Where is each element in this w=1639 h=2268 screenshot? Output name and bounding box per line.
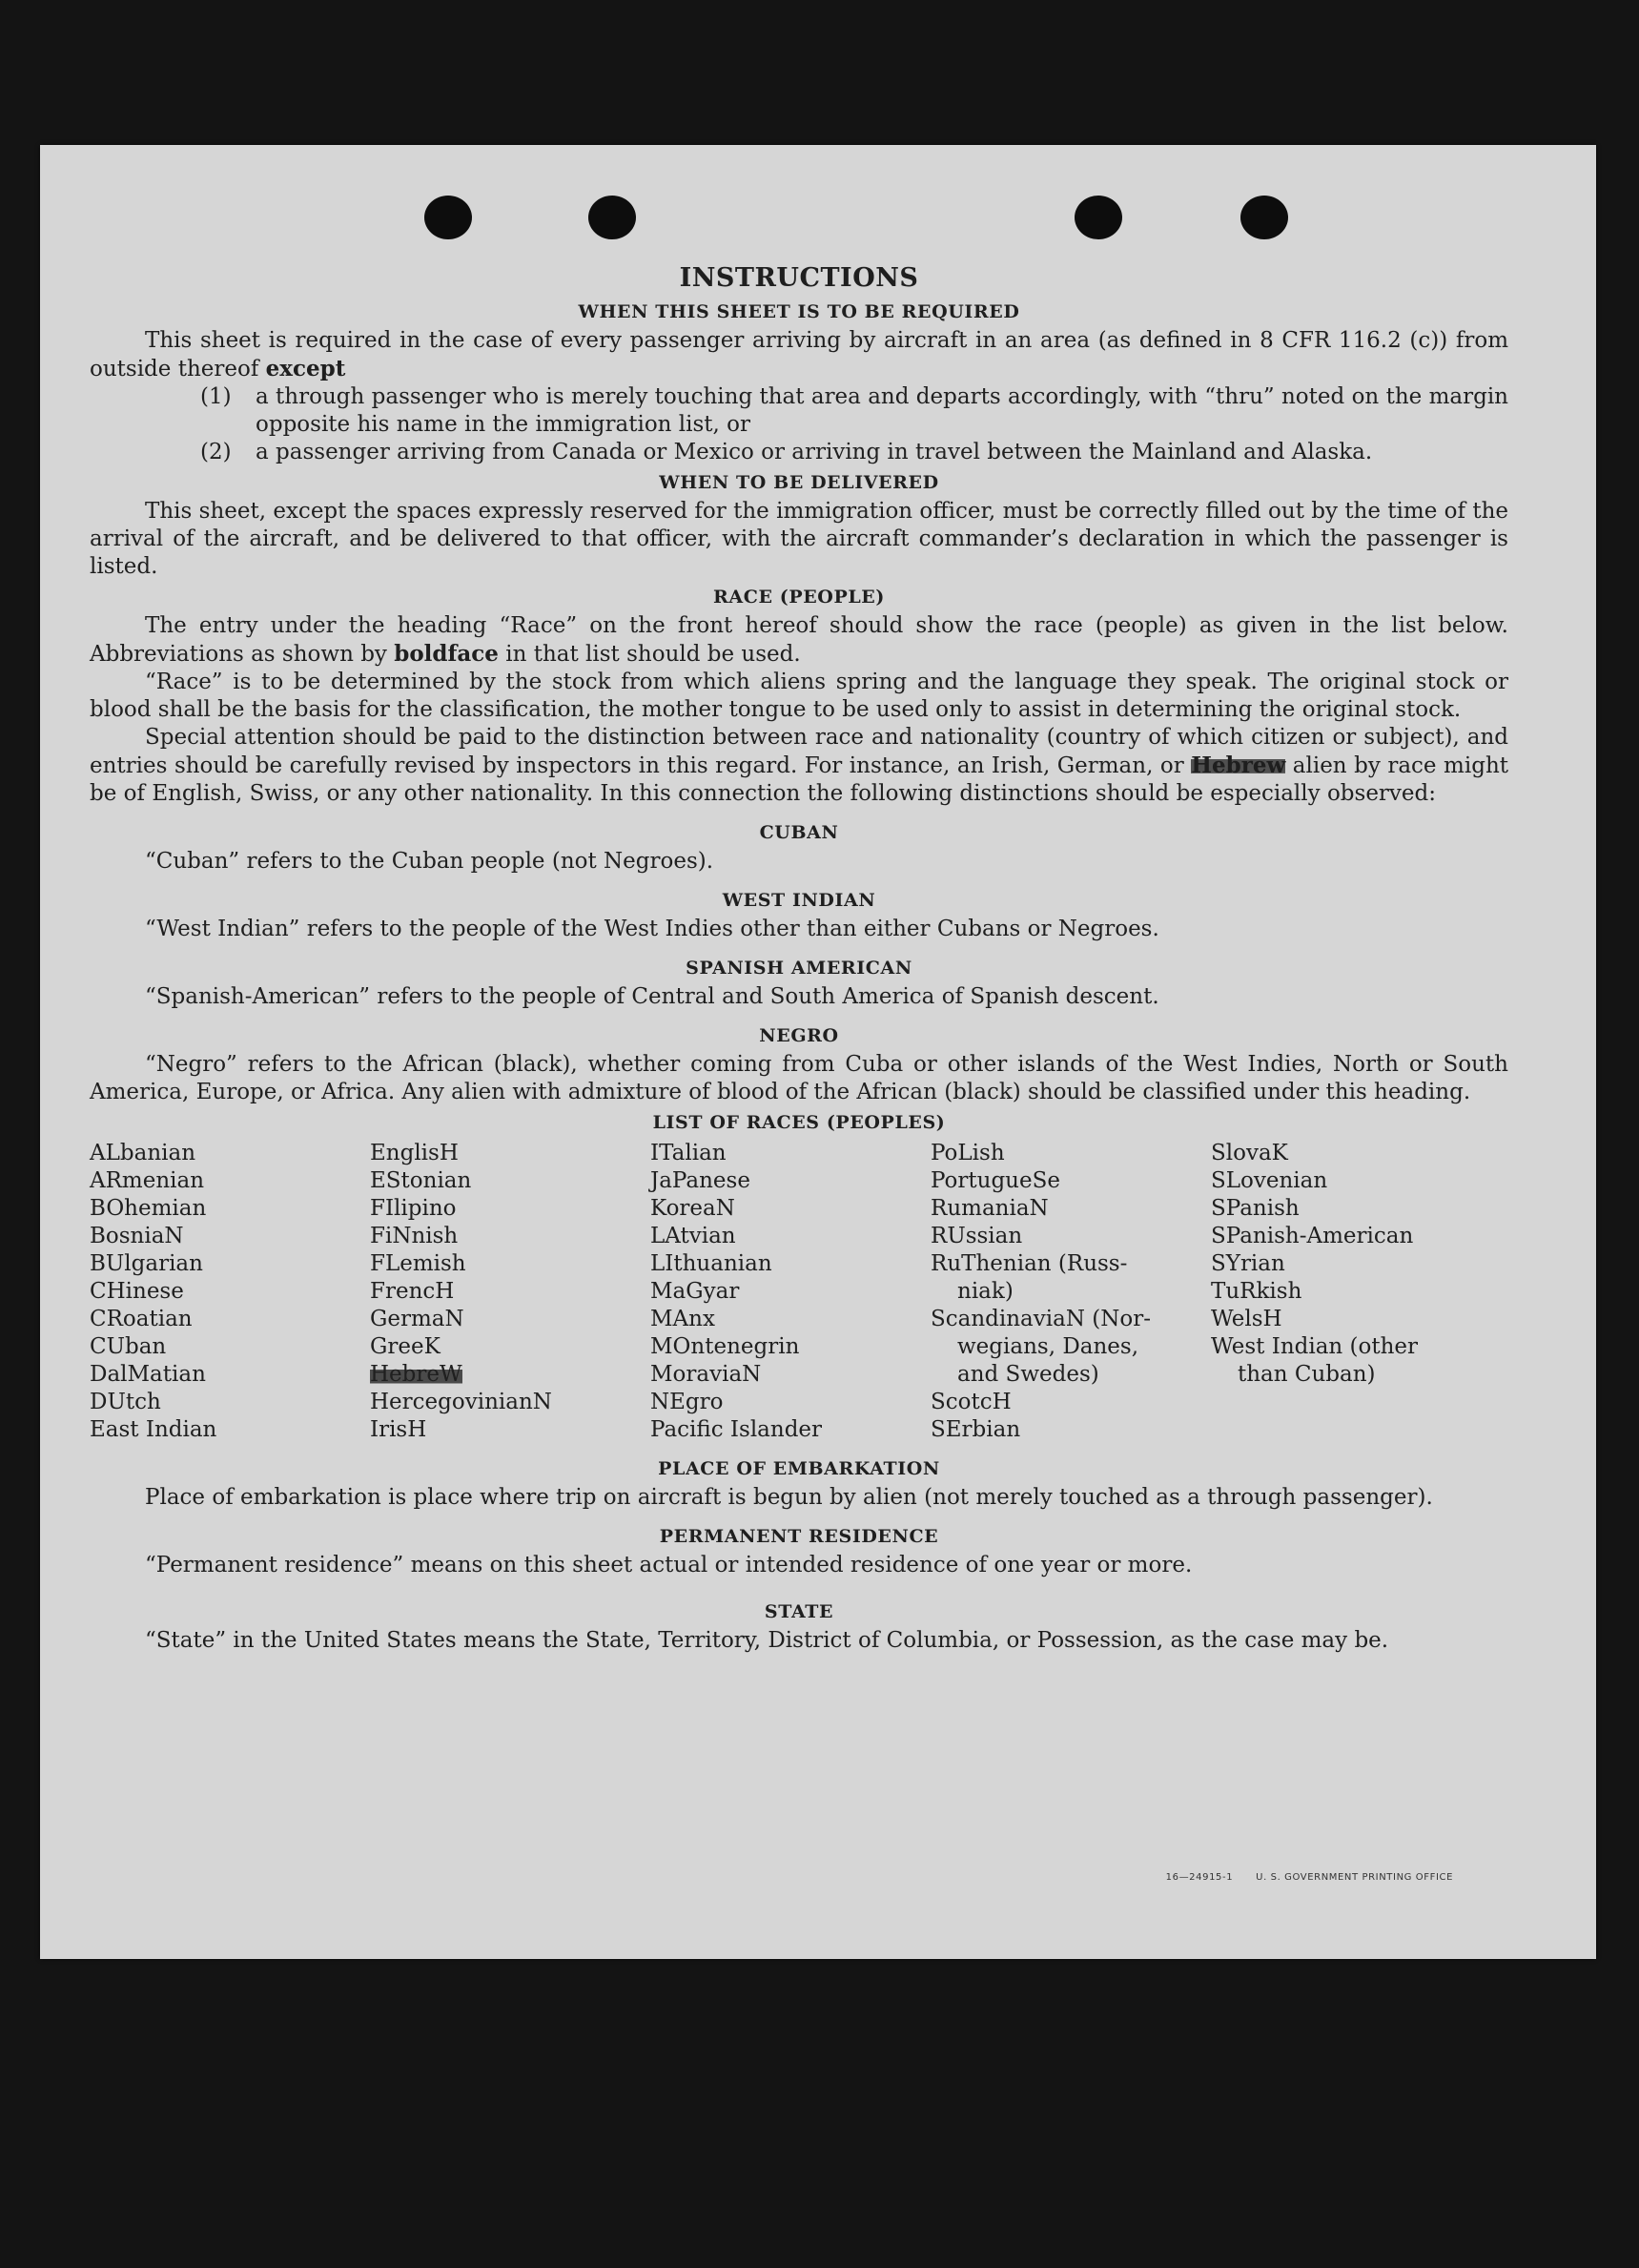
race-entry: MaGyar bbox=[650, 1279, 740, 1304]
race-entry: RUssian bbox=[931, 1224, 1023, 1248]
race-entry: LAtvian bbox=[650, 1224, 736, 1248]
race-entry: BosniaN bbox=[90, 1224, 184, 1248]
heading-cuban: CUBAN bbox=[759, 822, 839, 843]
races-column bbox=[370, 1140, 650, 1444]
race-entry: FLemish bbox=[370, 1251, 466, 1276]
form-footer bbox=[1143, 1872, 1453, 1883]
race-entry: SYrian bbox=[1211, 1251, 1285, 1276]
heading-negro: NEGRO bbox=[759, 1025, 839, 1046]
exception-item-1: (1) a through passenger who is merely touching that area and departs accordingly, with “thru” noted on the margin opposite his name in the immigration list, or bbox=[200, 384, 1508, 437]
races-column bbox=[650, 1140, 931, 1444]
exception-item-2: (2) a passenger arriving from Canada or Mexico or arriving in travel between the Mainland and Alaska. bbox=[200, 440, 1373, 464]
race-entry: HebreW bbox=[370, 1362, 462, 1387]
race-entry: RuThenian (Russ- niak) bbox=[931, 1251, 1128, 1304]
race-entry: East Indian bbox=[90, 1417, 217, 1442]
races-column bbox=[90, 1140, 370, 1444]
race-entry: West Indian (other than Cuban) bbox=[1211, 1334, 1419, 1387]
heading-list-of-races: LIST OF RACES (PEOPLES) bbox=[652, 1112, 946, 1133]
race-paragraph-1: The entry under the heading “Race” on the front hereof should show the race (people) as given in the list below. Abbreviations as shown by boldface in that list should be used. bbox=[90, 613, 1508, 667]
state-paragraph: “State” in the United States means the State, Territory, District of Columbia, or Possession, as the case may be. bbox=[145, 1628, 1389, 1653]
heading-west-indian: WEST INDIAN bbox=[722, 890, 876, 911]
race-entry: SLovenian bbox=[1211, 1168, 1328, 1193]
race-entry: Pacific Islander bbox=[650, 1417, 823, 1442]
required-paragraph: This sheet is required in the case of every passenger arriving by aircraft in an area (as defined in 8 CFR 116.2 (c)) from outside thereof except bbox=[90, 328, 1508, 381]
heading-residence: PERMANENT RESIDENCE bbox=[659, 1526, 939, 1547]
race-entry: PortugueSe bbox=[931, 1168, 1060, 1193]
instructions-content bbox=[90, 262, 1508, 1655]
heading-spanish-american: SPANISH AMERICAN bbox=[686, 958, 912, 979]
race-entry: GermaN bbox=[370, 1307, 464, 1331]
printer-line: U. S. GOVERNMENT PRINTING OFFICE bbox=[1256, 1872, 1453, 1883]
residence-paragraph: “Permanent residence” means on this sheet actual or intended residence of one year or more. bbox=[145, 1553, 1193, 1577]
race-paragraph-2: “Race” is to be determined by the stock from which aliens spring and the language they speak. The original stock or blood shall be the basis for the classification, the mother tongue to be used only to assist in determining the original stock. bbox=[90, 670, 1508, 722]
race-entry: ScotcH bbox=[931, 1390, 1012, 1414]
race-entry: FrencH bbox=[370, 1279, 455, 1304]
race-entry: SPanish bbox=[1211, 1196, 1300, 1221]
race-entry: CRoatian bbox=[90, 1307, 193, 1331]
races-column bbox=[1211, 1140, 1508, 1444]
punch-hole bbox=[1075, 196, 1122, 239]
race-entry: BUlgarian bbox=[90, 1251, 203, 1276]
heading-state: STATE bbox=[764, 1601, 834, 1622]
negro-paragraph: “Negro” refers to the African (black), whether coming from Cuba or other islands of the West Indies, North or South America, Europe, or Africa. Any alien with admixture of blood of the African (black) should be classified under this heading. bbox=[90, 1052, 1508, 1104]
race-entry: FIlipino bbox=[370, 1196, 457, 1221]
race-entry: DalMatian bbox=[90, 1362, 206, 1387]
race-entry: SErbian bbox=[931, 1417, 1021, 1442]
race-paragraph-3: Special attention should be paid to the distinction between race and nationality (country of which citizen or subject), and entries should be carefully revised by inspectors in this regard. For instance, an Irish, German, or Hebrew alien by race might be of English, Swiss, or any other nationality. In this connection the following distinctions should be especially observed: bbox=[90, 725, 1508, 806]
race-entry: LIthuanian bbox=[650, 1251, 772, 1276]
heading-embarkation: PLACE OF EMBARKATION bbox=[658, 1458, 940, 1479]
race-entry: CHinese bbox=[90, 1279, 184, 1304]
punch-hole bbox=[588, 196, 636, 239]
race-entry: ScandinaviaN (Nor- wegians, Danes, and Swedes) bbox=[931, 1307, 1151, 1387]
race-entry: RumaniaN bbox=[931, 1196, 1049, 1221]
race-entry: HercegovinianN bbox=[370, 1390, 552, 1414]
west-indian-paragraph: “West Indian” refers to the people of the West Indies other than either Cubans or Negroes. bbox=[145, 917, 1159, 941]
race-entry: MAnx bbox=[650, 1307, 715, 1331]
race-entry: MoraviaN bbox=[650, 1362, 762, 1387]
race-entry: ALbanian bbox=[90, 1141, 196, 1165]
race-entry: GreeK bbox=[370, 1334, 440, 1359]
embarkation-paragraph: Place of embarkation is place where trip on aircraft is begun by alien (not merely touched as a through passenger). bbox=[145, 1485, 1433, 1510]
spanish-american-paragraph: “Spanish-American” refers to the people of Central and South America of Spanish descent. bbox=[145, 984, 1159, 1009]
race-entry: CUban bbox=[90, 1334, 167, 1359]
races-column bbox=[931, 1140, 1211, 1444]
heading-required: WHEN THIS SHEET IS TO BE REQUIRED bbox=[578, 301, 1020, 322]
race-entry: WelsH bbox=[1211, 1307, 1282, 1331]
page-title: INSTRUCTIONS bbox=[679, 263, 919, 293]
race-entry: PoLish bbox=[931, 1141, 1005, 1165]
document-sheet bbox=[40, 145, 1596, 1959]
punch-hole bbox=[424, 196, 472, 239]
race-entry: IrisH bbox=[370, 1417, 427, 1442]
form-number: 16—24915-1 bbox=[1165, 1872, 1234, 1883]
race-entry: EnglisH bbox=[370, 1141, 459, 1165]
race-entry: EStonian bbox=[370, 1168, 472, 1193]
punch-hole bbox=[1240, 196, 1288, 239]
race-entry: BOhemian bbox=[90, 1196, 207, 1221]
race-entry: SPanish-American bbox=[1211, 1224, 1414, 1248]
race-entry: TuRkish bbox=[1211, 1279, 1302, 1304]
race-entry: FiNnish bbox=[370, 1224, 459, 1248]
struck-word: Hebrew bbox=[1191, 753, 1286, 778]
delivered-paragraph: This sheet, except the spaces expressly reserved for the immigration officer, must be correctly filled out by the time of the arrival of the aircraft, and be delivered to that officer, with the aircraft commander’s declaration in which the passenger is listed. bbox=[90, 499, 1508, 579]
race-entry: MOntenegrin bbox=[650, 1334, 800, 1359]
heading-delivered: WHEN TO BE DELIVERED bbox=[659, 472, 939, 493]
cuban-paragraph: “Cuban” refers to the Cuban people (not Negroes). bbox=[145, 849, 714, 874]
races-list bbox=[90, 1140, 1508, 1444]
race-entry: SlovaK bbox=[1211, 1141, 1288, 1165]
race-entry: NEgro bbox=[650, 1390, 724, 1414]
race-entry: KoreaN bbox=[650, 1196, 735, 1221]
race-entry: ITalian bbox=[650, 1141, 727, 1165]
race-entry: ARmenian bbox=[90, 1168, 205, 1193]
race-entry: DUtch bbox=[90, 1390, 161, 1414]
race-entry: JaPanese bbox=[650, 1168, 750, 1193]
heading-race: RACE (PEOPLE) bbox=[713, 587, 885, 608]
